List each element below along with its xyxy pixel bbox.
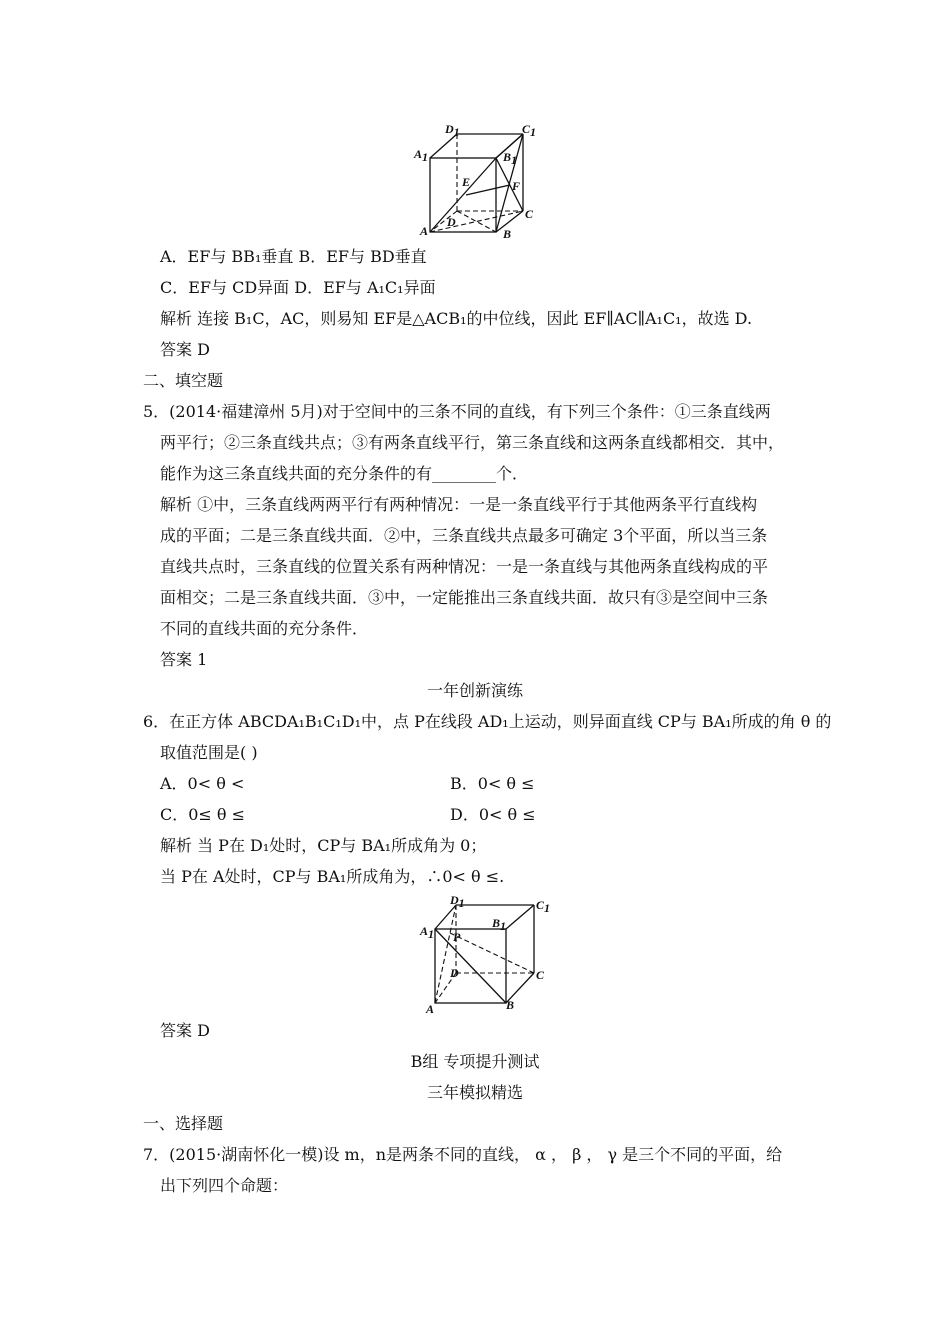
label2-b: B bbox=[506, 998, 515, 1012]
label-f: F bbox=[512, 179, 521, 193]
label2-b1: B1 bbox=[492, 916, 507, 933]
heading-innovation: 一年创新演练 bbox=[426, 681, 523, 700]
label-c: C bbox=[525, 207, 534, 221]
q6-analysis-1: 解析 当 P在 D₁处时，CP与 BA₁所成角为 0； bbox=[160, 836, 487, 855]
heading-three-years: 三年模拟精选 bbox=[426, 1083, 523, 1102]
label2-c: C bbox=[536, 968, 545, 982]
q5-answer: 答案 1 bbox=[160, 650, 208, 669]
q6-answer: 答案 D bbox=[160, 1021, 210, 1040]
q5-analysis-3: 直线共点时，三条直线的位置关系有两种情况：一是一条直线与其他两条直线构成的平 bbox=[160, 557, 769, 576]
q5-analysis-5: 不同的直线共面的充分条件． bbox=[160, 619, 369, 638]
q4-answer: 答案 D bbox=[160, 340, 210, 359]
q6-option-a: A．0< θ < bbox=[160, 774, 245, 793]
heading-group-b: B组 专项提升测试 bbox=[410, 1052, 540, 1071]
q5-line-3: 能作为这三条直线共面的充分条件的有________个． bbox=[160, 464, 529, 483]
q5-analysis-2: 成的平面；二是三条直线共面．②中，三条直线共点最多可确定 3个平面，所以当三条 bbox=[160, 526, 768, 545]
label-a1: A1 bbox=[414, 147, 429, 164]
q5-analysis-1: 解析 ①中，三条直线两两平行有两种情况：一是一条直线平行于其他两条平行直线构 bbox=[160, 495, 758, 514]
q7-line-1: 7．(2015·湖南怀化一模)设 m，n是两条不同的直线， α ， β ， γ 是三个不同的平面，给 bbox=[143, 1145, 783, 1164]
q7-line-2: 出下列四个命题： bbox=[160, 1176, 289, 1195]
label-e: E bbox=[462, 175, 471, 189]
label2-c1: C1 bbox=[536, 898, 551, 915]
q6-option-c: C．0≤ θ ≤ bbox=[160, 805, 246, 824]
label-b1: B1 bbox=[503, 150, 518, 167]
q5-analysis-4: 面相交；二是三条直线共面．③中，一定能推出三条直线共面．故只有③是空间中三条 bbox=[160, 588, 769, 607]
cube-figure-1 bbox=[400, 118, 560, 240]
section-fill-in: 二、填空题 bbox=[143, 371, 224, 390]
label-c1: C1 bbox=[522, 122, 537, 139]
label-d: D bbox=[447, 215, 456, 229]
q4-analysis: 解析 连接 B₁C，AC，则易知 EF是△ACB₁的中位线，因此 EF∥AC∥A₁C₁，故选 D. bbox=[160, 309, 753, 328]
q5-line-1: 5．(2014·福建漳州 5月)对于空间中的三条不同的直线，有下列三个条件：①三条直线两 bbox=[143, 402, 771, 421]
q4-options-ab: A．EF与 BB₁垂直 B．EF与 BD垂直 bbox=[160, 247, 427, 266]
q6-line-1: 6．在正方体 ABCDA₁B₁C₁D₁中，点 P在线段 AD₁上运动，则异面直线 CP与 BA₁所成的角 θ 的 bbox=[143, 712, 832, 731]
label2-p: P bbox=[453, 930, 461, 944]
label2-d: D bbox=[450, 966, 459, 980]
label2-a: A bbox=[426, 1002, 435, 1015]
q6-option-b: B．0< θ ≤ bbox=[450, 774, 535, 793]
label-b: B bbox=[503, 227, 512, 240]
q6-option-d: D．0< θ ≤ bbox=[450, 805, 536, 824]
section-choice: 一、选择题 bbox=[143, 1114, 224, 1133]
q4-options-cd: C．EF与 CD异面 D．EF与 A₁C₁异面 bbox=[160, 278, 436, 297]
q6-line-2: 取值范围是( ) bbox=[160, 743, 258, 762]
label2-d1: D1 bbox=[450, 893, 465, 910]
label2-a1: A1 bbox=[420, 924, 435, 941]
q6-analysis-2: 当 P在 A处时，CP与 BA₁所成角为，∴0< θ ≤. bbox=[160, 867, 505, 886]
label-d1: D1 bbox=[445, 122, 460, 139]
label-a: A bbox=[420, 224, 429, 238]
cube-figure-2 bbox=[410, 893, 560, 1015]
q5-line-2: 两平行；②三条直线共点；③有两条直线平行，第三条直线和这两条直线都相交．其中， bbox=[160, 433, 785, 452]
